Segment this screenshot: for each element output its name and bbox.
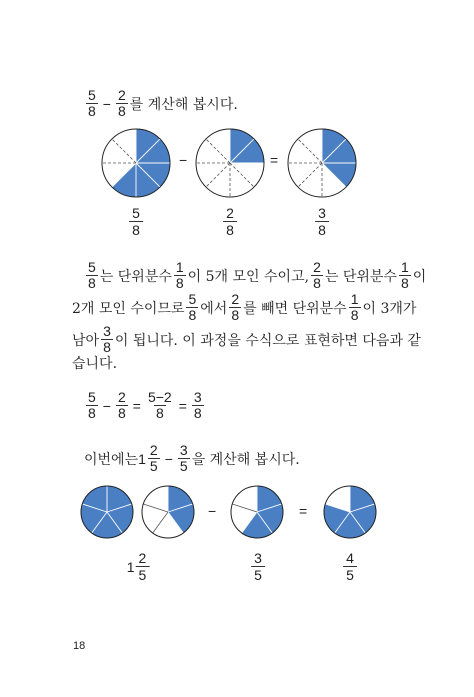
page-number: 18 — [73, 640, 86, 652]
text: 습니다. — [72, 356, 118, 372]
whole-part: 1 — [138, 450, 146, 467]
fraction: $\frac{5}{8}$ — [88, 259, 96, 291]
text: 이번에는 — [84, 451, 139, 468]
para-line-2 — [72, 292, 416, 323]
mixed-number-label — [127, 550, 150, 583]
fraction: $\frac{2}{8}$ — [117, 87, 126, 119]
pie-chart — [323, 485, 377, 539]
equals-sign: = — [270, 152, 279, 168]
pie-chart — [230, 485, 284, 539]
intro-line-2 — [84, 443, 300, 474]
equals-sign: = — [299, 503, 308, 519]
fraction-label: 5 8 — [129, 205, 143, 238]
intro-text: 를 계산해 봅시다. — [129, 96, 238, 113]
fraction: $\frac{5}{8}$ — [88, 87, 96, 119]
text: 를 빼면 단위분수 — [243, 300, 347, 317]
pie-chart — [80, 485, 134, 539]
fraction: $\frac{5}{8}$ — [188, 291, 197, 323]
text: 는 단위분수 — [324, 268, 397, 285]
fraction: $\frac{3}{5}$ — [179, 442, 188, 474]
intro-text: 을 계산해 봅시다. — [191, 451, 300, 468]
fraction-label: 3 8 — [315, 205, 329, 238]
minus-sign: − — [208, 503, 217, 519]
para-line-3 — [72, 324, 421, 355]
mixed-number — [138, 443, 162, 474]
para-line-4 — [72, 353, 117, 373]
fraction-label: 3 5 — [251, 550, 265, 583]
intro-line-1 — [84, 88, 238, 119]
fraction: $\frac{5}{8}$ — [88, 389, 96, 421]
fraction: $\frac{5-2}{8}$ — [147, 389, 172, 421]
minus-sign: − — [164, 450, 173, 467]
text: 에서 — [200, 300, 228, 317]
pie-chart — [195, 128, 265, 198]
fraction: $\frac{2}{8}$ — [117, 389, 126, 421]
pie-chart — [141, 485, 195, 539]
fraction: $\frac{3}{8}$ — [103, 323, 111, 355]
fraction: $\frac{1}{8}$ — [175, 259, 184, 291]
equation — [84, 390, 206, 421]
equals-sign: = — [132, 397, 141, 414]
fraction: 2 5 — [136, 550, 150, 583]
fraction: $\frac{2}{8}$ — [231, 291, 240, 323]
fraction-label: 4 5 — [343, 550, 357, 583]
fraction-label: 2 8 — [223, 205, 237, 238]
text: 이 됩니다. 이 과정을 수식으로 표현하면 다음과 같 — [114, 332, 421, 349]
fraction: $\frac{3}{8}$ — [193, 389, 202, 421]
fraction: $\frac{1}{8}$ — [400, 259, 409, 291]
equals-sign: = — [178, 397, 187, 414]
para-line-1 — [84, 260, 426, 291]
text: 이 5개 모인 수이고, — [187, 268, 310, 285]
pie-chart — [101, 128, 171, 198]
pie-chart — [287, 128, 357, 198]
whole-part: 1 — [126, 558, 135, 575]
fraction: $\frac{1}{8}$ — [350, 291, 359, 323]
text: 남아 — [72, 332, 100, 349]
minus-sign: − — [179, 152, 188, 168]
minus-sign: − — [102, 397, 111, 414]
text: 이 — [412, 268, 427, 285]
text: 이 3개가 — [362, 300, 417, 317]
text: 는 단위분수 — [99, 268, 172, 285]
minus-sign: − — [102, 95, 111, 112]
fraction: $\frac{2}{5}$ — [149, 442, 158, 474]
fraction: $\frac{2}{8}$ — [313, 259, 321, 291]
text: 2개 모인 수이므로 — [72, 300, 185, 317]
